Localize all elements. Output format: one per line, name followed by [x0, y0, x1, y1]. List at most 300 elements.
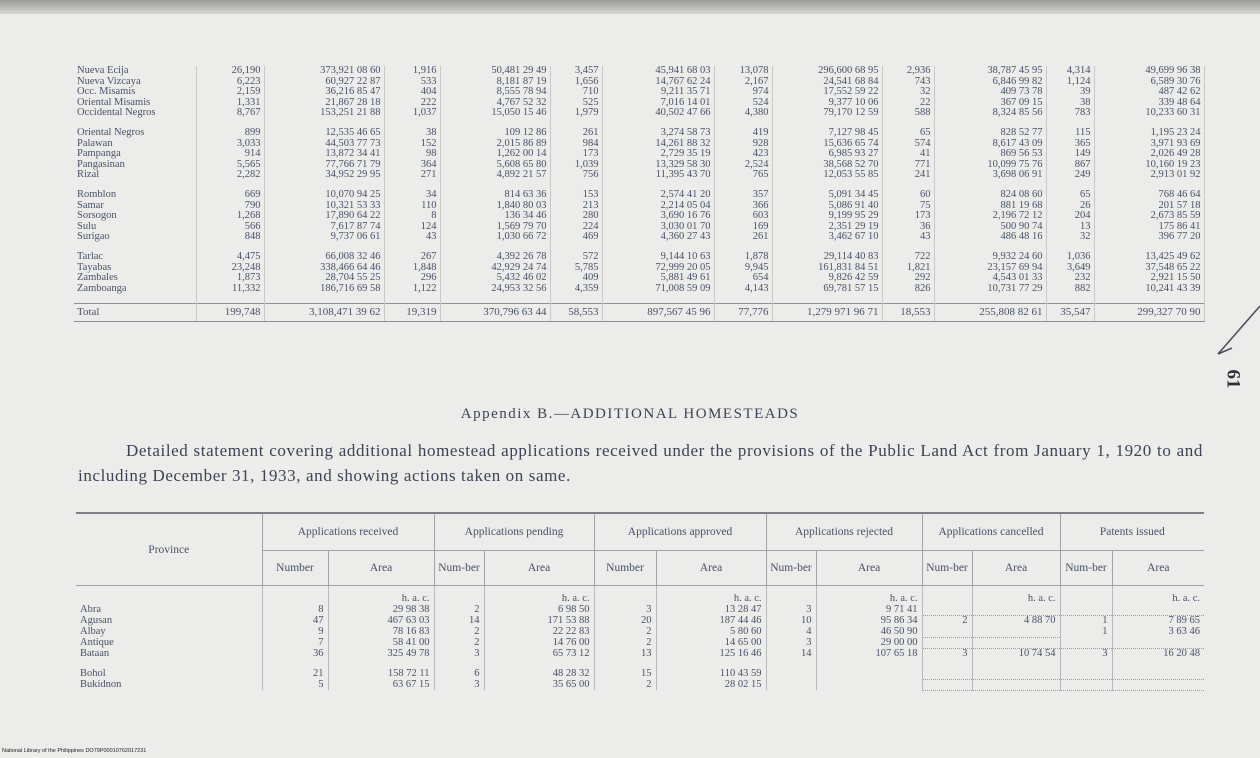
summary-cell: 136 34 46	[440, 211, 550, 222]
number-header: Num-ber	[766, 551, 816, 586]
summary-cell: 367 09 15	[934, 98, 1046, 109]
area-cell: 5 80 60	[656, 627, 766, 638]
unit-label: h. a. c.	[656, 586, 766, 605]
footer-watermark: National Library of the Philippines DO79P00010762017231	[2, 748, 147, 754]
summary-cell: 396 77 20	[1094, 232, 1204, 243]
summary-cell: 4,767 52 32	[440, 98, 550, 109]
summary-cell: 4,892 21 57	[440, 170, 550, 181]
area-header: Area	[972, 551, 1060, 586]
summary-cell: 296,600 68 95	[772, 66, 882, 77]
area-cell: 78 16 83	[328, 627, 434, 638]
area-cell: 107 65 18	[816, 648, 922, 659]
summary-cell: 280	[550, 211, 602, 222]
appendix-description: Detailed statement covering additional homestead applications received under the provisions of the Public Land Act from January 1, 1920 to and including December 31, 1933, and showing actions taken on same.	[78, 441, 1203, 485]
area-cell: 48 28 32	[484, 669, 594, 680]
summary-cell: 7,127 98 45	[772, 128, 882, 139]
summary-cell: 8,767	[196, 108, 264, 119]
summary-cell: 2,015 86 89	[440, 139, 550, 150]
summary-cell: 5,565	[196, 160, 264, 171]
province-name: Zamboanga	[74, 284, 196, 295]
summary-cell: 1,039	[550, 160, 602, 171]
summary-cell: 881 19 68	[934, 201, 1046, 212]
summary-cell: 3,649	[1046, 263, 1094, 274]
summary-cell: 11,395 43 70	[602, 170, 714, 181]
summary-cell: 5,432 46 02	[440, 273, 550, 284]
pencil-mark	[1210, 302, 1260, 362]
summary-cell: 34,952 29 95	[264, 170, 384, 181]
summary-cell: 5,785	[550, 263, 602, 274]
summary-cell: 39	[1046, 87, 1094, 98]
area-cell	[972, 680, 1060, 691]
summary-cell: 524	[714, 98, 772, 109]
gap-cell	[714, 294, 772, 304]
appendix-title: Appendix B.—ADDITIONAL HOMESTEADS	[460, 406, 800, 422]
province-name: Rizal	[74, 170, 196, 181]
summary-cell: 848	[196, 232, 264, 243]
area-cell: 7 89 65	[1168, 615, 1201, 627]
province-name: Samar	[74, 201, 196, 212]
summary-cell: 15,636 65 74	[772, 139, 882, 150]
summary-cell: 60	[882, 190, 934, 201]
summary-cell: 1,569 79 70	[440, 222, 550, 233]
summary-table-grid	[74, 66, 1205, 322]
group-header: Applications pending	[434, 513, 594, 551]
summary-cell: 261	[550, 128, 602, 139]
number-cell	[922, 680, 972, 691]
number-cell: 3	[766, 605, 816, 616]
summary-cell: 23,248	[196, 263, 264, 274]
area-cell: 14 76 00	[484, 638, 594, 649]
unit-label: h. a. c.	[972, 586, 1060, 605]
summary-cell: 271	[384, 170, 440, 181]
summary-cell: 669	[196, 190, 264, 201]
number-cell: 36	[262, 648, 328, 659]
summary-cell: 5,608 65 80	[440, 160, 550, 171]
number-cell: 5	[262, 680, 328, 691]
summary-cell: 2,026 49 28	[1094, 149, 1204, 160]
summary-cell: 743	[882, 77, 934, 88]
summary-cell: 65	[882, 128, 934, 139]
summary-cell: 8	[384, 211, 440, 222]
summary-cell: 213	[550, 201, 602, 212]
province-name: Sulu	[74, 222, 196, 233]
summary-cell: 9,211 35 71	[602, 87, 714, 98]
area-cell	[1112, 605, 1204, 616]
number-header: Number	[594, 551, 656, 586]
summary-cell: 161,831 84 51	[772, 263, 882, 274]
summary-cell: 14,767 62 24	[602, 77, 714, 88]
summary-cell: 60,927 22 87	[264, 77, 384, 88]
summary-cell: 366	[714, 201, 772, 212]
summary-row	[74, 66, 1204, 77]
summary-cell: 486 48 16	[934, 232, 1046, 243]
summary-cell: 9,945	[714, 263, 772, 274]
summary-cell: 423	[714, 149, 772, 160]
summary-cell: 10,070 94 25	[264, 190, 384, 201]
summary-cell: 3,971 93 69	[1094, 139, 1204, 150]
gap-cell	[882, 294, 934, 304]
number-cell: 2	[594, 680, 656, 691]
summary-cell: 6,223	[196, 77, 264, 88]
area-cell	[972, 638, 1060, 649]
number-cell: 2	[594, 638, 656, 649]
summary-cell: 4,360 27 43	[602, 232, 714, 243]
number-cell	[922, 638, 972, 649]
total-cell: 18,553	[882, 304, 934, 322]
area-cell: 171 53 88	[484, 616, 594, 627]
province-name: Oriental Misamis	[74, 98, 196, 109]
summary-cell: 338,466 64 46	[264, 263, 384, 274]
summary-cell: 1,195 23 24	[1094, 128, 1204, 139]
summary-cell: 110	[384, 201, 440, 212]
number-cell: 3	[434, 648, 484, 659]
summary-cell: 1,821	[882, 263, 934, 274]
area-cell	[972, 669, 1060, 680]
gap-cell	[816, 660, 922, 669]
gap-cell	[264, 294, 384, 304]
summary-cell: 77,766 71 79	[264, 160, 384, 171]
summary-cell: 13,872 34 41	[264, 149, 384, 160]
summary-cell: 768 46 64	[1094, 190, 1204, 201]
summary-cell: 2,196 72 12	[934, 211, 1046, 222]
summary-cell: 72,999 20 05	[602, 263, 714, 274]
summary-cell: 409 73 78	[934, 87, 1046, 98]
province-name: Pangasinan	[74, 160, 196, 171]
unit-label: h. a. c.	[328, 586, 434, 605]
summary-cell: 22	[882, 98, 934, 109]
summary-cell: 373,921 08 60	[264, 66, 384, 77]
summary-cell: 1,331	[196, 98, 264, 109]
summary-cell: 241	[882, 170, 934, 181]
summary-cell: 654	[714, 273, 772, 284]
summary-cell: 603	[714, 211, 772, 222]
province-name: Agusan	[76, 616, 262, 627]
summary-cell: 3,690 16 76	[602, 211, 714, 222]
number-cell: 2	[434, 638, 484, 649]
area-cell: 158 72 11	[328, 669, 434, 680]
summary-cell: 98	[384, 149, 440, 160]
summary-cell: 9,826 42 59	[772, 273, 882, 284]
number-cell: 3	[922, 648, 972, 659]
group-header: Patents issued	[1060, 513, 1204, 551]
summary-cell: 4,314	[1046, 66, 1094, 77]
summary-cell: 6,589 30 76	[1094, 77, 1204, 88]
page-number: 61	[1222, 369, 1244, 389]
summary-cell: 175 86 41	[1094, 222, 1204, 233]
number-cell: 3	[594, 605, 656, 616]
summary-cell: 469	[550, 232, 602, 243]
empty-cell	[262, 586, 328, 605]
summary-cell: 899	[196, 128, 264, 139]
table-row	[76, 627, 1204, 638]
gap-cell	[1094, 294, 1204, 304]
area-cell	[972, 627, 1060, 638]
summary-cell: 153,251 21 88	[264, 108, 384, 119]
summary-cell: 10,731 77 29	[934, 284, 1046, 295]
summary-cell: 1,262 00 14	[440, 149, 550, 160]
summary-cell: 2,351 29 19	[772, 222, 882, 233]
summary-cell: 13,425 49 62	[1094, 252, 1204, 263]
province-name: Palawan	[74, 139, 196, 150]
summary-cell: 12,053 55 85	[772, 170, 882, 181]
summary-cell: 224	[550, 222, 602, 233]
area-header: Area	[484, 551, 594, 586]
area-cell: 4 88 70	[972, 616, 1060, 627]
number-cell	[766, 680, 816, 691]
province-name: Albay	[76, 627, 262, 638]
summary-cell: 3,033	[196, 139, 264, 150]
area-header: Area	[656, 551, 766, 586]
area-cell: 58 41 00	[328, 638, 434, 649]
summary-cell: 4,543 01 33	[934, 273, 1046, 284]
summary-cell: 1,840 80 03	[440, 201, 550, 212]
summary-row	[74, 284, 1204, 295]
summary-cell: 2,936	[882, 66, 934, 77]
summary-cell: 882	[1046, 284, 1094, 295]
summary-cell: 3,274 58 73	[602, 128, 714, 139]
summary-cell: 588	[882, 108, 934, 119]
summary-cell: 4,143	[714, 284, 772, 295]
summary-cell: 867	[1046, 160, 1094, 171]
summary-cell: 5,881 49 61	[602, 273, 714, 284]
area-cell: 187 44 46	[656, 616, 766, 627]
gap-cell	[602, 294, 714, 304]
summary-cell: 8,324 85 56	[934, 108, 1046, 119]
summary-cell: 13,329 58 30	[602, 160, 714, 171]
summary-cell: 2,282	[196, 170, 264, 181]
province-name: Nueva Vizcaya	[74, 77, 196, 88]
area-cell	[1112, 680, 1204, 691]
area-cell: 28 02 15	[656, 680, 766, 691]
province-name: Tarlac	[74, 252, 196, 263]
summary-cell: 186,716 69 58	[264, 284, 384, 295]
summary-cell: 826	[882, 284, 934, 295]
summary-cell: 75	[882, 201, 934, 212]
summary-cell: 10,241 43 39	[1094, 284, 1204, 295]
unit-label: h. a. c.	[816, 586, 922, 605]
summary-cell: 9,377 10 06	[772, 98, 882, 109]
summary-cell: 32	[882, 87, 934, 98]
number-cell: 2	[434, 605, 484, 616]
group-header: Applications approved	[594, 513, 766, 551]
number-cell	[1060, 680, 1112, 691]
area-cell: 125 16 46	[656, 648, 766, 659]
number-cell: 1	[1060, 616, 1112, 627]
gap-cell	[1112, 660, 1204, 669]
number-cell: 3	[766, 638, 816, 649]
area-cell: 16 20 48	[1163, 647, 1201, 659]
province-name: Bataan	[76, 648, 262, 659]
province-name: Zambales	[74, 273, 196, 284]
summary-cell: 267	[384, 252, 440, 263]
summary-cell: 790	[196, 201, 264, 212]
number-cell: 1	[1060, 627, 1112, 638]
summary-cell: 43	[384, 232, 440, 243]
number-cell	[766, 669, 816, 680]
area-cell: 29 00 00	[816, 638, 922, 649]
province-name: Oriental Negros	[74, 128, 196, 139]
summary-cell: 572	[550, 252, 602, 263]
summary-row	[74, 232, 1204, 243]
province-name: Nueva Ecija	[74, 66, 196, 77]
summary-cell: 173	[550, 149, 602, 160]
summary-cell: 173	[882, 211, 934, 222]
province-name: Tayabas	[74, 263, 196, 274]
summary-cell: 357	[714, 190, 772, 201]
summary-cell: 11,332	[196, 284, 264, 295]
row-gap	[74, 294, 1204, 304]
number-cell: 9	[262, 627, 328, 638]
gap-cell	[1060, 660, 1112, 669]
summary-cell: 722	[882, 252, 934, 263]
gap-cell	[384, 294, 440, 304]
area-header: Area	[1112, 551, 1204, 586]
summary-row	[74, 252, 1204, 263]
summary-cell: 44,503 77 73	[264, 139, 384, 150]
area-cell	[1112, 669, 1204, 680]
area-cell: 3 63 46	[1168, 625, 1201, 637]
area-cell	[816, 680, 922, 691]
summary-cell: 984	[550, 139, 602, 150]
number-cell: 4	[766, 627, 816, 638]
summary-cell: 1,036	[1046, 252, 1094, 263]
summary-row	[74, 128, 1204, 139]
area-cell: 22 22 83	[484, 627, 594, 638]
summary-cell: 17,552 59 22	[772, 87, 882, 98]
summary-cell: 1,878	[714, 252, 772, 263]
total-cell: 255,808 82 61	[934, 304, 1046, 322]
total-cell: 35,547	[1046, 304, 1094, 322]
summary-cell: 42,929 24 74	[440, 263, 550, 274]
empty-cell	[76, 586, 262, 605]
total-cell: 58,553	[550, 304, 602, 322]
summary-cell: 29,114 40 83	[772, 252, 882, 263]
area-cell: 65 73 12	[484, 648, 594, 659]
gap-cell	[972, 660, 1060, 669]
summary-cell: 38	[1046, 98, 1094, 109]
summary-cell: 2,524	[714, 160, 772, 171]
province-name: Sorsogon	[74, 211, 196, 222]
summary-cell: 38,787 45 95	[934, 66, 1046, 77]
total-cell: 3,108,471 39 62	[264, 304, 384, 322]
area-cell: 46 50 90	[816, 627, 922, 638]
summary-cell: 6,846 99 82	[934, 77, 1046, 88]
summary-cell: 9,932 24 60	[934, 252, 1046, 263]
summary-cell: 364	[384, 160, 440, 171]
number-cell: 21	[262, 669, 328, 680]
summary-cell: 574	[882, 139, 934, 150]
summary-cell: 339 48 64	[1094, 98, 1204, 109]
empty-cell	[594, 586, 656, 605]
summary-total-row	[74, 304, 1204, 322]
row-gap	[76, 660, 1204, 669]
summary-cell: 566	[196, 222, 264, 233]
province-name: Antique	[76, 638, 262, 649]
summary-cell: 783	[1046, 108, 1094, 119]
summary-cell: 404	[384, 87, 440, 98]
number-header: Num-ber	[922, 551, 972, 586]
summary-cell: 5,091 34 45	[772, 190, 882, 201]
summary-cell: 26,190	[196, 66, 264, 77]
summary-cell: 3,462 67 10	[772, 232, 882, 243]
summary-cell: 2,159	[196, 87, 264, 98]
summary-cell: 10,321 53 33	[264, 201, 384, 212]
summary-cell: 12,535 46 65	[264, 128, 384, 139]
summary-cell: 2,574 41 20	[602, 190, 714, 201]
summary-cell: 249	[1046, 170, 1094, 181]
area-cell: 6 98 50	[484, 605, 594, 616]
area-cell: 29 98 38	[328, 605, 434, 616]
area-cell: 9 71 41	[816, 605, 922, 616]
summary-cell: 7,617 87 74	[264, 222, 384, 233]
summary-cell: 9,737 06 61	[264, 232, 384, 243]
summary-cell: 50,481 29 49	[440, 66, 550, 77]
summary-cell: 38,568 52 70	[772, 160, 882, 171]
summary-cell: 296	[384, 273, 440, 284]
summary-cell: 24,541 68 84	[772, 77, 882, 88]
summary-cell: 765	[714, 170, 772, 181]
area-cell: 14 65 00	[656, 638, 766, 649]
summary-cell: 828 52 77	[934, 128, 1046, 139]
summary-cell: 69,781 57 15	[772, 284, 882, 295]
gap-cell	[772, 294, 882, 304]
table-row	[76, 638, 1204, 649]
area-cell	[1112, 638, 1204, 649]
area-cell: 467 63 03	[328, 616, 434, 627]
area-cell: 63 67 15	[328, 680, 434, 691]
table-row	[76, 680, 1204, 691]
summary-cell: 409	[550, 273, 602, 284]
summary-row	[74, 108, 1204, 119]
summary-cell: 5,086 91 40	[772, 201, 882, 212]
province-name: Occidental Negros	[74, 108, 196, 119]
number-cell: 20	[594, 616, 656, 627]
summary-cell: 292	[882, 273, 934, 284]
summary-cell: 756	[550, 170, 602, 181]
summary-cell: 1,037	[384, 108, 440, 119]
number-cell	[1060, 605, 1112, 616]
number-cell: 14	[766, 648, 816, 659]
empty-cell	[1060, 586, 1112, 605]
number-cell	[1060, 638, 1112, 649]
empty-cell	[922, 586, 972, 605]
number-cell: 7	[262, 638, 328, 649]
province-name: Pampanga	[74, 149, 196, 160]
gap-cell	[550, 294, 602, 304]
summary-cell: 2,673 85 59	[1094, 211, 1204, 222]
summary-cell: 487 42 62	[1094, 87, 1204, 98]
area-cell: 13 28 47	[656, 605, 766, 616]
summary-cell: 8,617 43 09	[934, 139, 1046, 150]
summary-cell: 24,953 32 56	[440, 284, 550, 295]
total-cell: 897,567 45 96	[602, 304, 714, 322]
summary-cell: 152	[384, 139, 440, 150]
summary-cell: 38	[384, 128, 440, 139]
number-header: Number	[262, 551, 328, 586]
summary-cell: 6,985 93 27	[772, 149, 882, 160]
table-row	[76, 648, 1204, 659]
summary-cell: 21,867 28 18	[264, 98, 384, 109]
number-cell: 13	[594, 648, 656, 659]
empty-cell	[434, 586, 484, 605]
summary-cell: 525	[550, 98, 602, 109]
summary-cell: 169	[714, 222, 772, 233]
total-cell: 1,279 971 96 71	[772, 304, 882, 322]
summary-cell: 824 08 60	[934, 190, 1046, 201]
summary-cell: 914	[196, 149, 264, 160]
total-cell: 199,748	[196, 304, 264, 322]
summary-cell: 232	[1046, 273, 1094, 284]
